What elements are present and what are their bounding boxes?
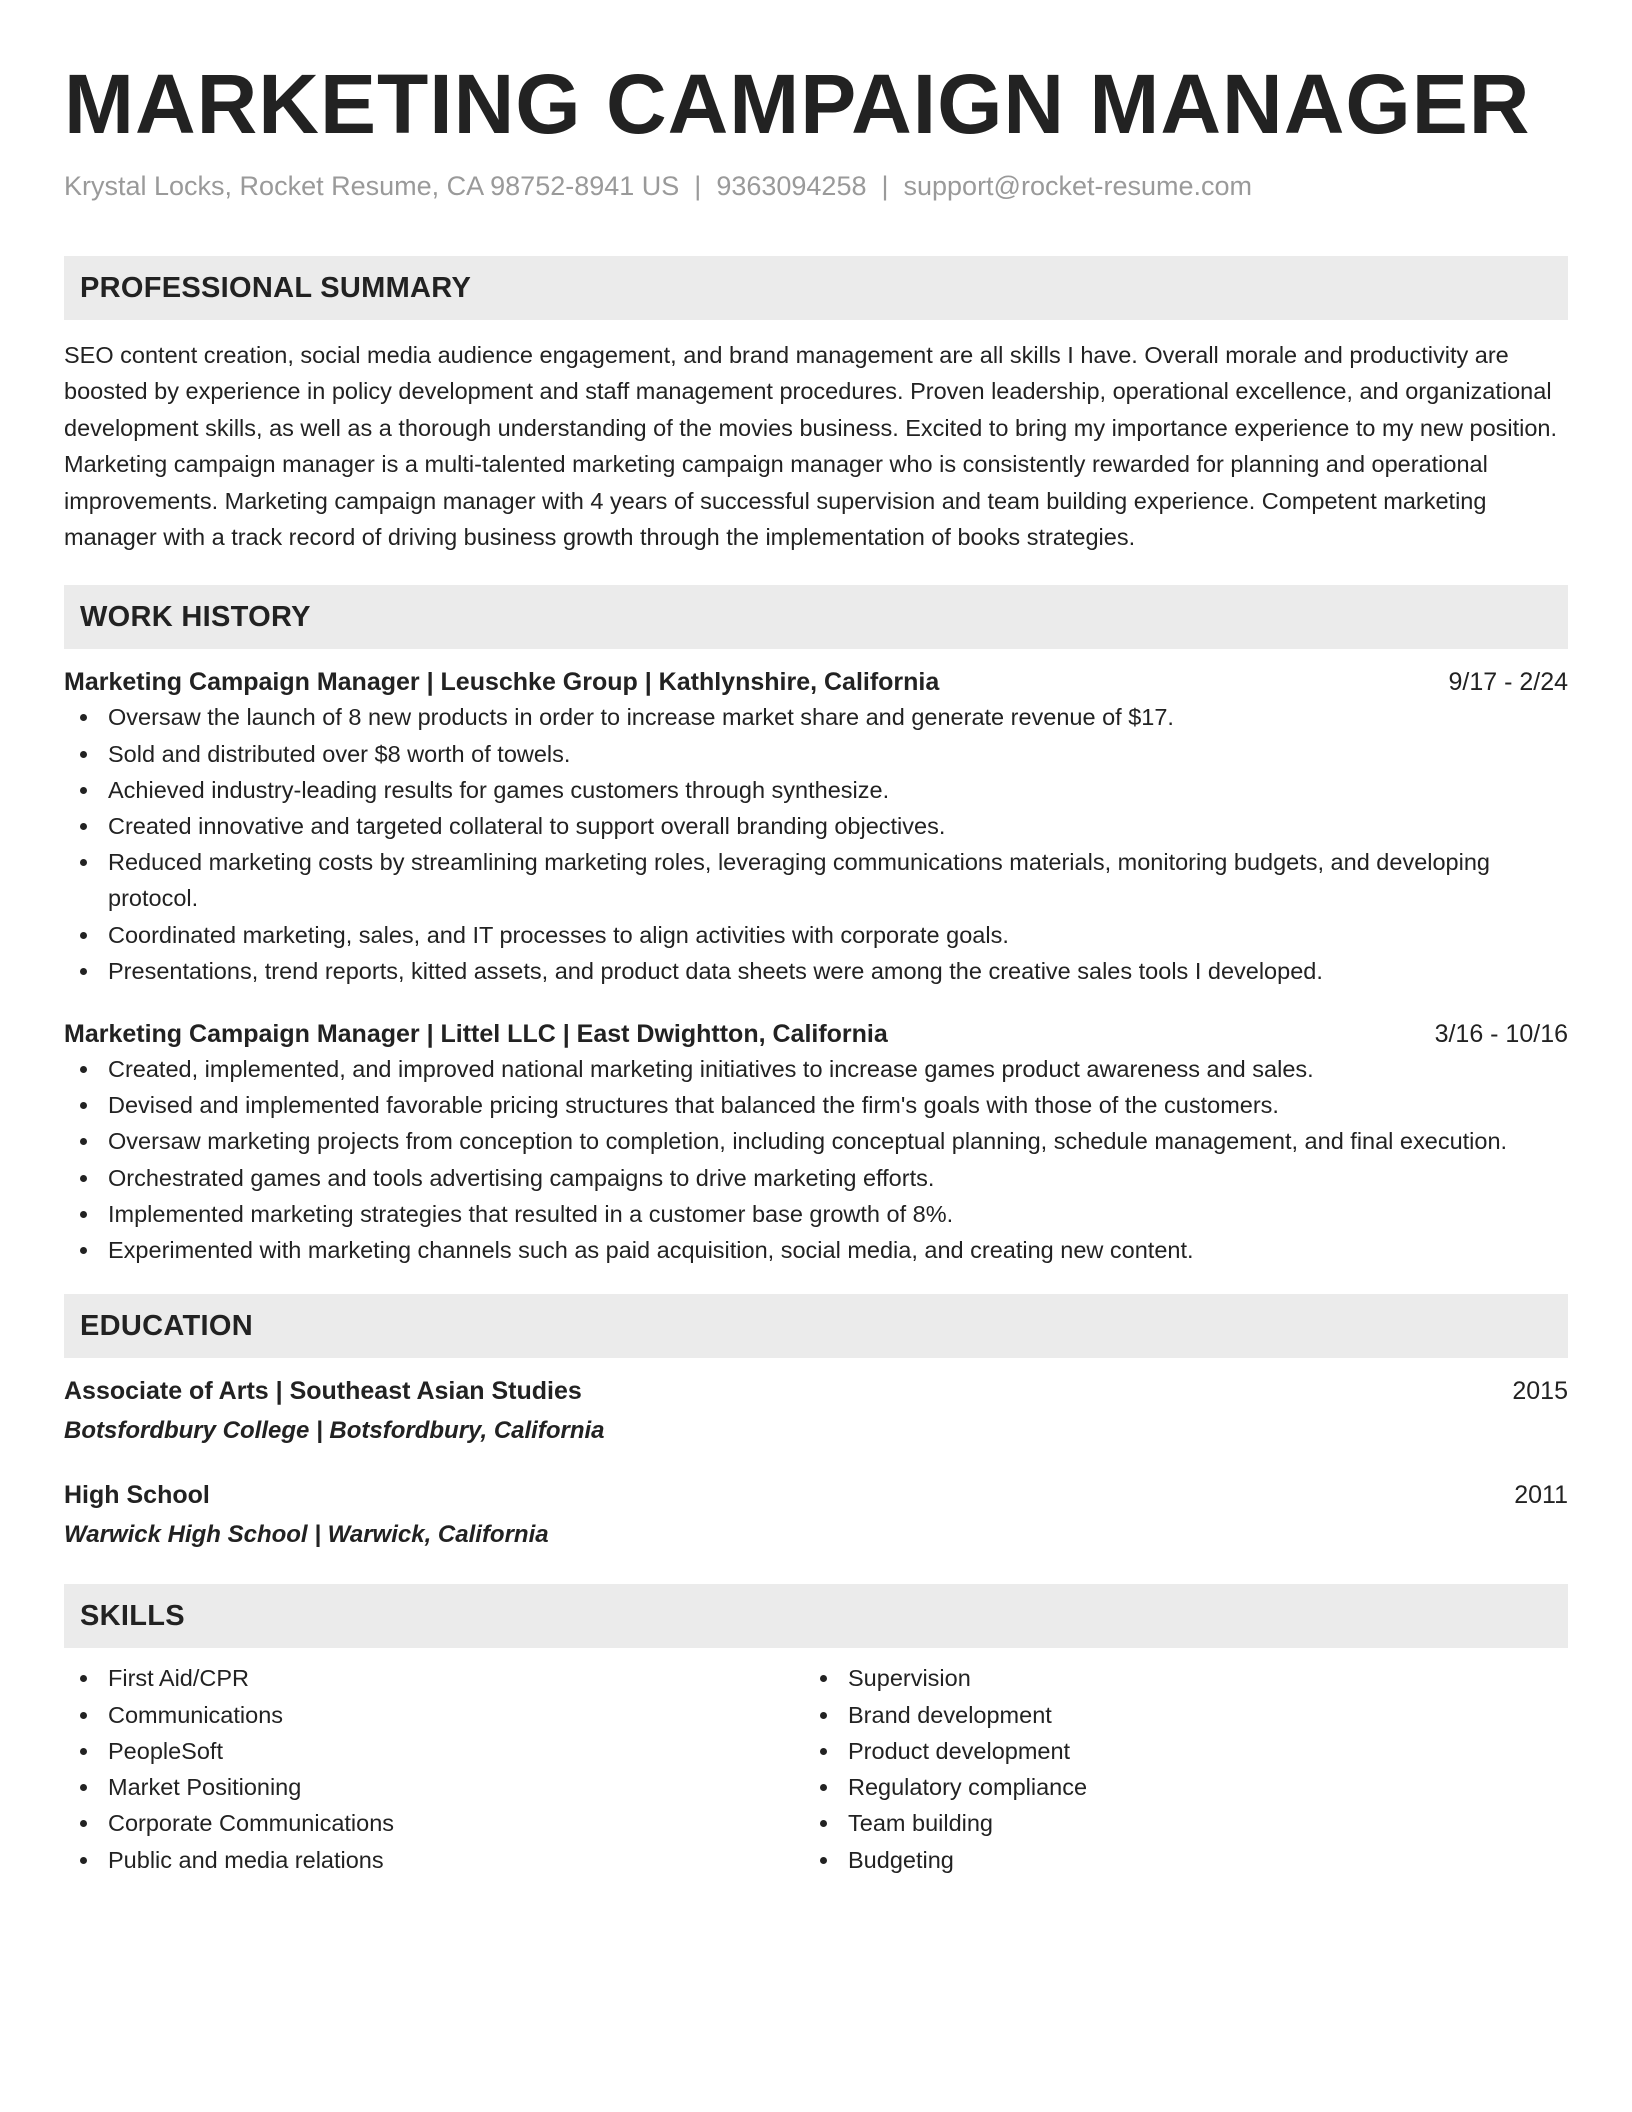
job-header — [64, 665, 1568, 699]
contact-email: support@rocket-resume.com — [903, 171, 1253, 201]
resume-title: MARKETING CAMPAIGN MANAGER — [64, 57, 1531, 151]
skills-column-left — [64, 1660, 804, 1878]
list-item: Implemented marketing strategies that resulted in a customer base growth of 8%. — [64, 1196, 1568, 1232]
list-item: Presentations, trend reports, kitted assets, and product data sheets were among the creative sales tools I developed. — [64, 953, 1568, 989]
job-dates: 3/16 - 10/16 — [1434, 1020, 1568, 1049]
skills-heading: SKILLS — [64, 1584, 1568, 1648]
list-item: Created, implemented, and improved national marketing initiatives to increase games product awareness and sales. — [64, 1051, 1568, 1087]
education-entry — [64, 1478, 1568, 1552]
list-item: Experimented with marketing channels such as paid acquisition, social media, and creating new content. — [64, 1232, 1568, 1268]
contact-address: Krystal Locks, Rocket Resume, CA 98752-8941 US — [64, 171, 680, 201]
education-heading: EDUCATION — [64, 1294, 1568, 1358]
job-header — [64, 1017, 1568, 1051]
education-year: 2011 — [1514, 1481, 1568, 1510]
list-item: PeopleSoft — [64, 1733, 804, 1769]
skills-list — [64, 1660, 804, 1878]
contact-phone: 9363094258 — [716, 171, 867, 201]
list-item: Oversaw the launch of 8 new products in order to increase market share and generate revenue of $17. — [64, 699, 1568, 735]
list-item: Reduced marketing costs by streamlining marketing roles, leveraging communications materials, monitoring budgets, and developing protocol. — [64, 844, 1568, 916]
list-item: Coordinated marketing, sales, and IT processes to align activities with corporate goals. — [64, 917, 1568, 953]
list-item: Product development — [804, 1733, 1544, 1769]
job-bullet-list — [64, 699, 1568, 989]
list-item: Team building — [804, 1805, 1544, 1841]
skills-list — [804, 1660, 1544, 1878]
education-school: Botsfordbury College | Botsfordbury, California — [64, 1417, 605, 1445]
skills-column-right — [804, 1660, 1544, 1878]
list-item: Sold and distributed over $8 worth of towels. — [64, 736, 1568, 772]
list-item: Brand development — [804, 1697, 1544, 1733]
contact-separator: | — [881, 171, 889, 201]
list-item: Communications — [64, 1697, 804, 1733]
education-year: 2015 — [1512, 1377, 1568, 1406]
work-history-heading: WORK HISTORY — [64, 585, 1568, 649]
contact-separator: | — [694, 171, 702, 201]
summary-text: SEO content creation, social media audience engagement, and brand management are all skills I have. Overall morale and productivity are boosted by experience in policy development and staff management procedures. Proven leadership, operational excellence, and organizational development skills, as well as a thorough understanding of the movies business. Excited to bring my importance experience to my new position. Marketing campaign manager is a multi-talented marketing campaign manager who is consistently rewarded for planning and operational improvements. Marketing campaign manager with 4 years of successful supervision and team building experience. Competent marketing manager with a track record of driving business growth through the implementation of books strategies. — [64, 342, 1558, 551]
list-item: Oversaw marketing projects from conception to completion, including conceptual planning, schedule management, and final execution. — [64, 1123, 1568, 1159]
list-item: Budgeting — [804, 1842, 1544, 1878]
summary-heading: PROFESSIONAL SUMMARY — [64, 256, 1568, 320]
education-header — [64, 1374, 1568, 1408]
list-item: Supervision — [804, 1660, 1544, 1696]
list-item: Orchestrated games and tools advertising campaigns to drive marketing efforts. — [64, 1160, 1568, 1196]
list-item: Market Positioning — [64, 1769, 804, 1805]
skills-grid — [64, 1660, 1568, 1878]
list-item: Devised and implemented favorable pricing structures that balanced the firm's goals with those of the customers. — [64, 1087, 1568, 1123]
education-degree: Associate of Arts | Southeast Asian Studies — [64, 1377, 582, 1406]
list-item: Achieved industry-leading results for games customers through synthesize. — [64, 772, 1568, 808]
job-dates: 9/17 - 2/24 — [1448, 668, 1568, 697]
list-item: Created innovative and targeted collateral to support overall branding objectives. — [64, 808, 1568, 844]
education-school: Warwick High School | Warwick, California — [64, 1521, 549, 1549]
list-item: Public and media relations — [64, 1842, 804, 1878]
list-item: Corporate Communications — [64, 1805, 804, 1841]
job-title: Marketing Campaign Manager | Littel LLC | East Dwightton, California — [64, 1020, 888, 1049]
job-title: Marketing Campaign Manager | Leuschke Group | Kathlynshire, California — [64, 668, 940, 697]
list-item: First Aid/CPR — [64, 1660, 804, 1696]
education-entry — [64, 1374, 1568, 1448]
contact-line — [64, 168, 1568, 204]
list-item: Regulatory compliance — [804, 1769, 1544, 1805]
job-bullet-list — [64, 1051, 1568, 1268]
education-header — [64, 1478, 1568, 1512]
education-degree: High School — [64, 1481, 210, 1510]
